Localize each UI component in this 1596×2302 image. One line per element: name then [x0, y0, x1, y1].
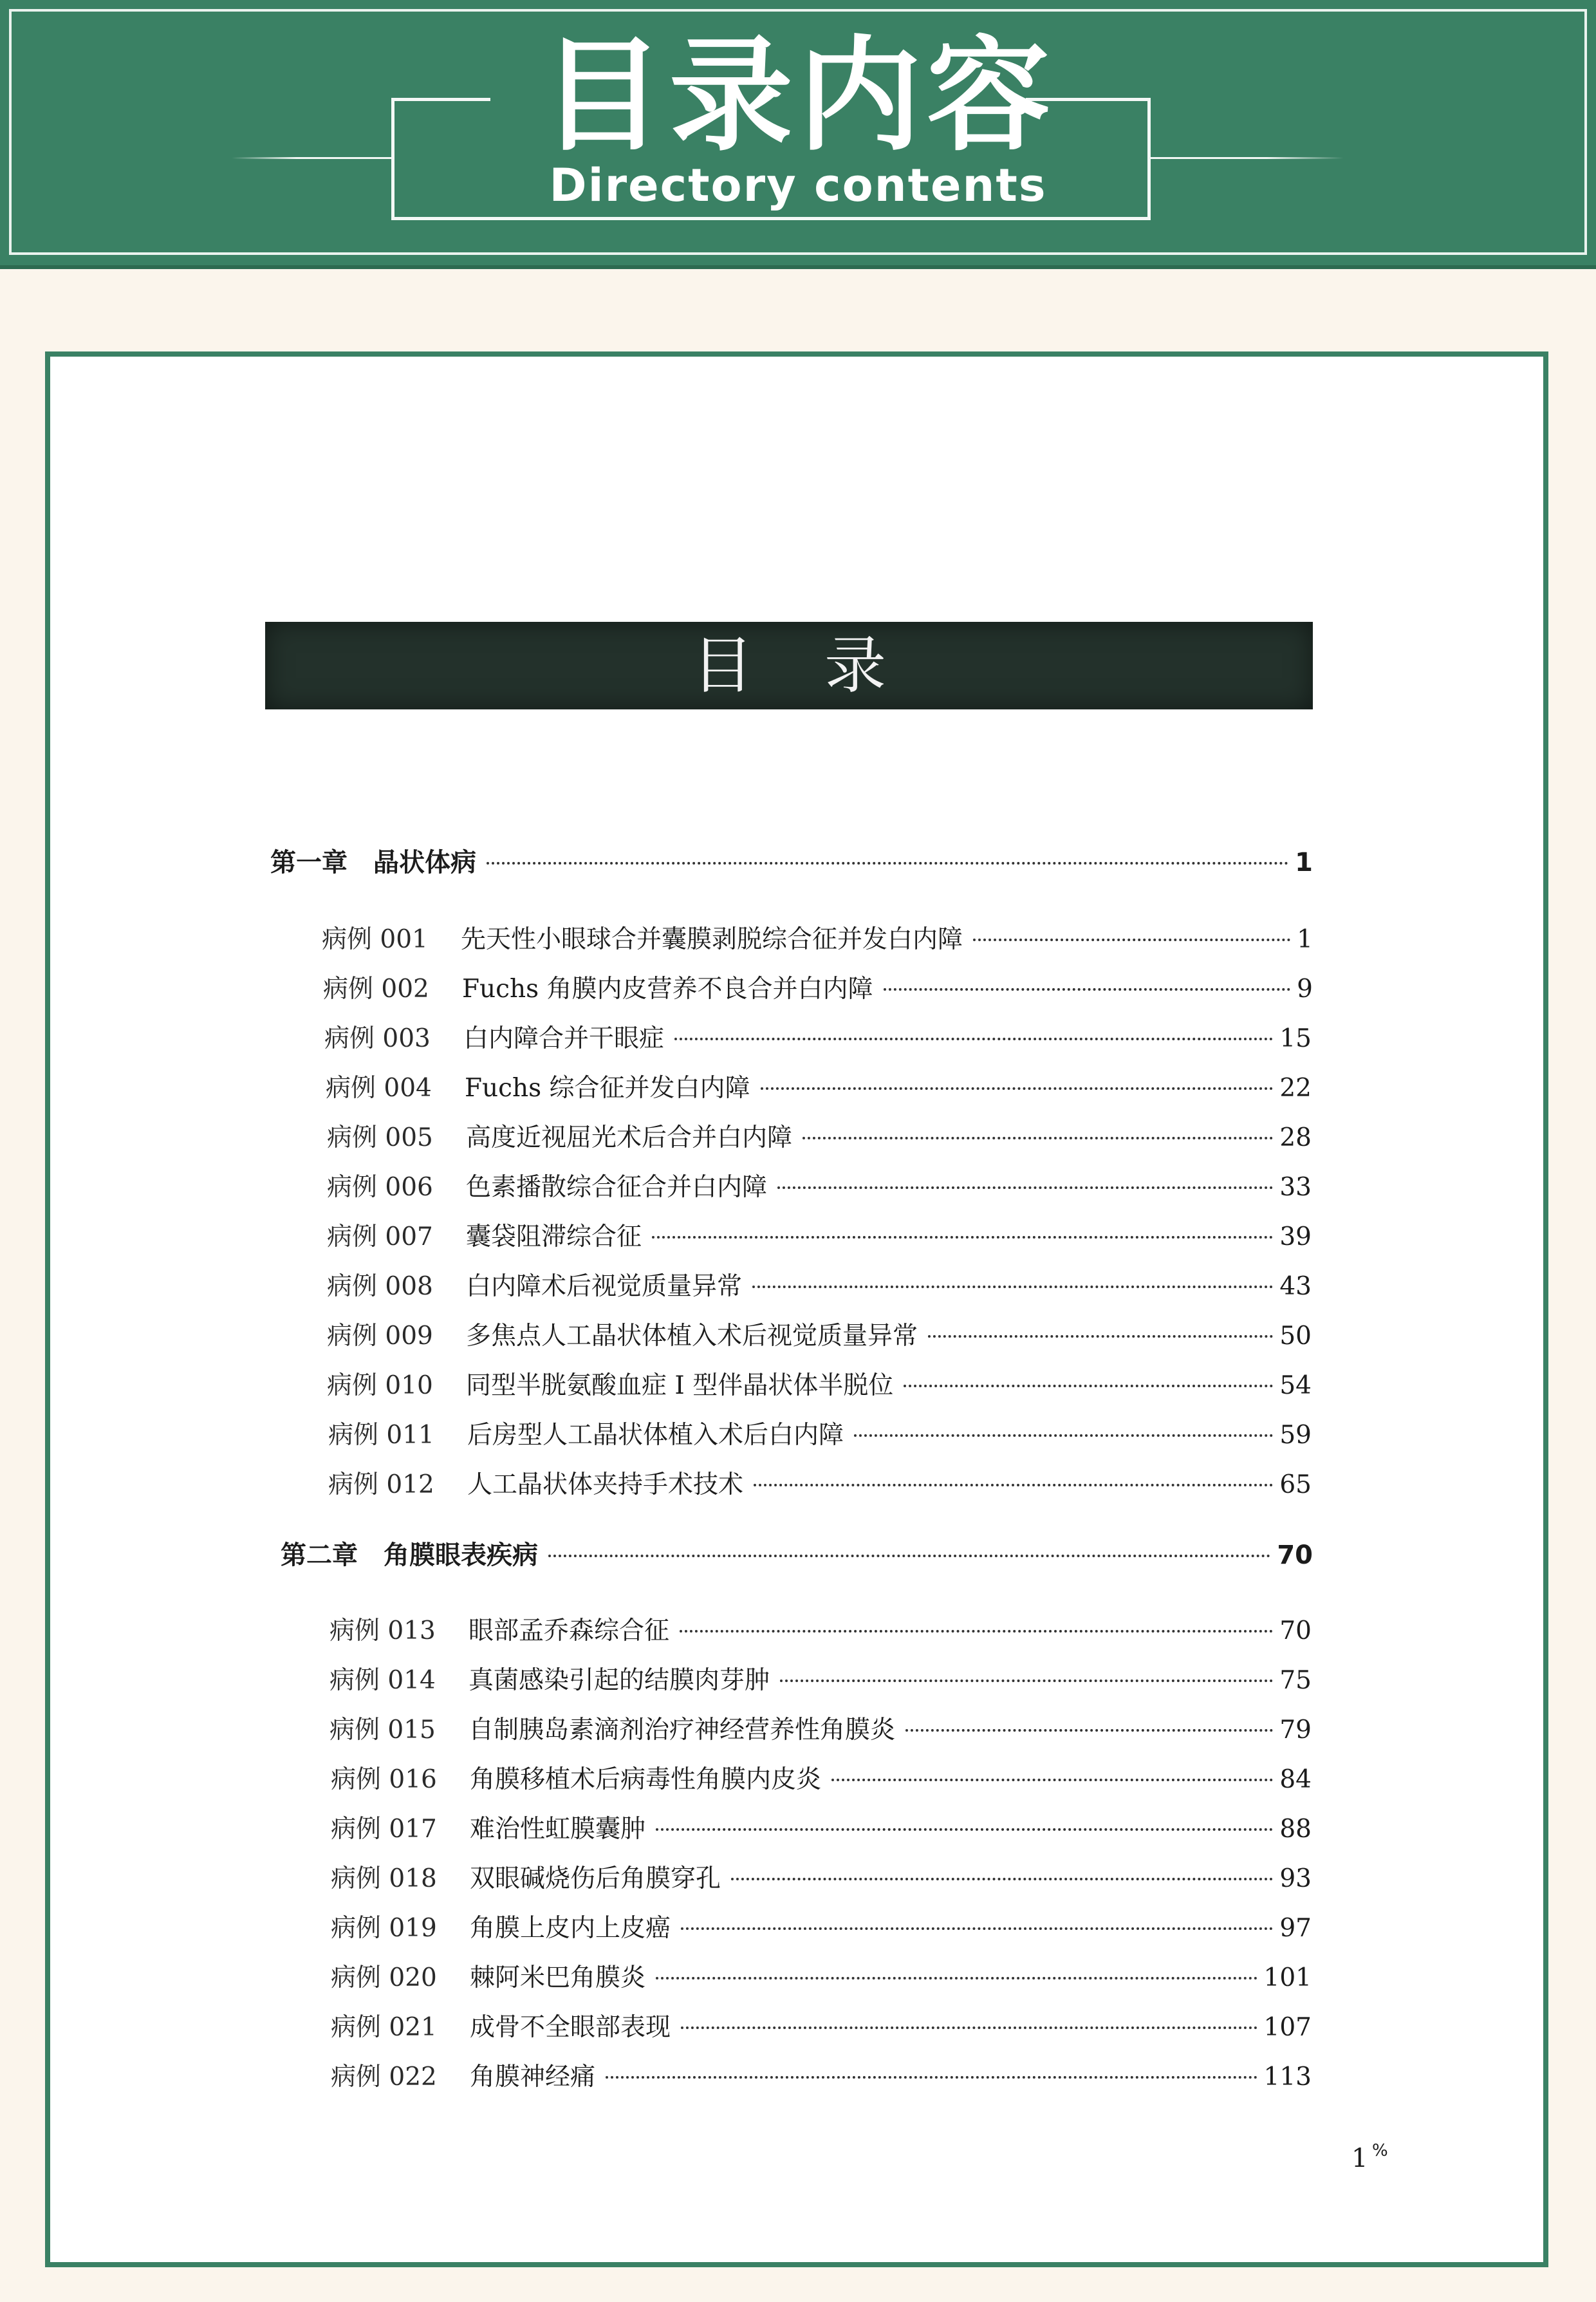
toc-header-title: 目录 — [692, 630, 957, 702]
case-page: 33 — [1279, 1173, 1312, 1202]
case-number: 病例 019 — [331, 1914, 437, 1943]
toc-case-entry[interactable] — [326, 1068, 1312, 1104]
case-page: 70 — [1279, 1616, 1312, 1645]
case-title: 成骨不全眼部表现 — [470, 2013, 671, 2042]
dot-leader — [487, 862, 1288, 865]
dot-leader — [731, 1878, 1273, 1880]
case-title: 人工晶状体夹持手术技术 — [467, 1470, 744, 1499]
header-banner — [0, 0, 1596, 269]
page-mark: % — [1372, 2141, 1388, 2160]
case-number: 病例 015 — [329, 1716, 436, 1745]
case-title: 角膜移植术后病毒性角膜内皮炎 — [470, 1765, 822, 1794]
dot-leader — [680, 1630, 1273, 1633]
toc-case-entry[interactable] — [324, 1018, 1312, 1054]
case-number: 病例 016 — [331, 1765, 437, 1794]
dot-leader — [548, 1555, 1270, 1557]
case-number: 病例 022 — [331, 2063, 437, 2091]
dot-leader — [803, 1137, 1273, 1139]
chapter-title: 角膜眼表疾病 — [384, 1540, 538, 1570]
case-number: 病例 004 — [326, 1074, 432, 1103]
case-page: 28 — [1279, 1123, 1312, 1152]
case-page: 39 — [1279, 1222, 1312, 1251]
case-number: 病例 001 — [322, 925, 428, 954]
dot-leader — [652, 1236, 1273, 1239]
case-title: 角膜上皮内上皮癌 — [470, 1914, 671, 1943]
dot-leader — [831, 1779, 1273, 1781]
case-title: 同型半胱氨酸血症 I 型伴晶状体半脱位 — [466, 1371, 894, 1400]
dot-leader — [761, 1087, 1274, 1090]
dot-leader — [681, 2026, 1257, 2029]
case-number: 病例 017 — [331, 1815, 437, 1844]
banner-title: 目录内容 — [541, 24, 1055, 168]
case-page: 84 — [1279, 1765, 1312, 1794]
banner-subtitle: Directory contents — [549, 159, 1047, 212]
case-number: 病例 008 — [327, 1272, 433, 1301]
case-title: 后房型人工晶状体植入术后白内障 — [467, 1421, 844, 1450]
dot-leader — [606, 2076, 1257, 2079]
toc-case-entry[interactable] — [329, 1710, 1312, 1746]
toc-case-entry[interactable] — [331, 1958, 1312, 1994]
case-number: 病例 002 — [323, 975, 429, 1004]
case-title: 高度近视屈光术后合并白内障 — [466, 1123, 793, 1152]
chapter-number: 第一章 — [270, 848, 348, 877]
dot-leader — [973, 939, 1290, 941]
case-number: 病例 018 — [331, 1864, 437, 1893]
toc-case-entry[interactable] — [327, 1118, 1312, 1154]
dot-leader — [854, 1434, 1273, 1437]
case-page: 107 — [1263, 2013, 1312, 2042]
dot-leader — [674, 1038, 1273, 1040]
toc-case-entry[interactable] — [331, 1809, 1312, 1845]
toc-case-entry[interactable] — [322, 919, 1313, 955]
case-title: 真菌感染引起的结膜肉芽肿 — [469, 1666, 770, 1695]
case-page: 75 — [1279, 1666, 1312, 1695]
case-number: 病例 007 — [327, 1222, 433, 1251]
dot-leader — [904, 1385, 1273, 1387]
toc-case-entry[interactable] — [331, 1759, 1312, 1795]
case-page: 101 — [1263, 1963, 1312, 1992]
case-number: 病例 021 — [331, 2013, 437, 2042]
case-number: 病例 009 — [327, 1322, 433, 1351]
case-page: 65 — [1279, 1470, 1312, 1499]
case-page: 93 — [1279, 1864, 1312, 1893]
case-page: 97 — [1279, 1914, 1312, 1943]
case-number: 病例 020 — [331, 1963, 437, 1992]
case-title: 难治性虹膜囊肿 — [470, 1815, 646, 1844]
dot-leader — [905, 1729, 1273, 1732]
case-page: 88 — [1279, 1815, 1312, 1844]
case-page: 9 — [1297, 975, 1313, 1004]
case-title: 白内障术后视觉质量异常 — [466, 1272, 743, 1301]
dot-leader — [656, 1977, 1257, 1979]
case-number: 病例 006 — [327, 1173, 433, 1202]
case-title: 棘阿米巴角膜炎 — [470, 1963, 646, 1992]
toc-case-entry[interactable] — [329, 1660, 1312, 1696]
dot-leader — [928, 1335, 1273, 1338]
case-number: 病例 011 — [328, 1421, 434, 1450]
case-title: Fuchs 综合征并发白内障 — [465, 1074, 750, 1103]
toc-case-entry[interactable] — [327, 1217, 1312, 1253]
case-number: 病例 013 — [329, 1616, 436, 1645]
dot-leader — [754, 1484, 1273, 1486]
case-title: 多焦点人工晶状体植入术后视觉质量异常 — [466, 1322, 918, 1351]
case-title: 自制胰岛素滴剂治疗神经营养性角膜炎 — [469, 1716, 896, 1745]
chapter-page: 70 — [1277, 1540, 1313, 1570]
toc-case-entry[interactable] — [328, 1464, 1312, 1501]
toc-case-entry[interactable] — [331, 2057, 1312, 2093]
chapter-entry[interactable] — [281, 1535, 1313, 1571]
toc-case-entry[interactable] — [331, 1908, 1312, 1944]
chapter-entry[interactable] — [270, 842, 1313, 879]
toc-case-entry[interactable] — [327, 1266, 1312, 1302]
case-page: 50 — [1279, 1322, 1312, 1351]
toc-case-entry[interactable] — [327, 1167, 1312, 1203]
case-title: 先天性小眼球合并囊膜剥脱综合征并发白内障 — [461, 925, 963, 954]
case-page: 15 — [1279, 1024, 1312, 1053]
dot-leader — [780, 1680, 1273, 1682]
dot-leader — [884, 988, 1291, 991]
case-page: 54 — [1279, 1371, 1312, 1400]
chapter-page: 1 — [1295, 848, 1313, 877]
case-page: 43 — [1279, 1272, 1312, 1301]
case-title: Fuchs 角膜内皮营养不良合并白内障 — [462, 975, 873, 1004]
case-number: 病例 003 — [324, 1024, 431, 1053]
dot-leader — [777, 1186, 1273, 1189]
dot-leader — [681, 1927, 1273, 1930]
case-number: 病例 005 — [327, 1123, 433, 1152]
chapter-title: 晶状体病 — [373, 848, 476, 877]
dot-leader — [656, 1828, 1273, 1831]
toc-header-bar — [265, 622, 1313, 709]
toc-case-entry[interactable] — [331, 1858, 1312, 1895]
case-title: 色素播散综合征合并白内障 — [466, 1173, 768, 1202]
case-page: 1 — [1297, 925, 1313, 954]
case-page: 79 — [1279, 1716, 1312, 1745]
toc-case-entry[interactable] — [329, 1611, 1312, 1647]
case-title: 双眼碱烧伤后角膜穿孔 — [470, 1864, 721, 1893]
page-number: 1 — [1351, 2144, 1368, 2173]
case-title: 囊袋阻滞综合征 — [466, 1222, 642, 1251]
chapter-number: 第二章 — [281, 1540, 358, 1570]
toc-case-entry[interactable] — [327, 1365, 1312, 1401]
case-number: 病例 012 — [328, 1470, 434, 1499]
toc-case-entry[interactable] — [331, 2007, 1312, 2043]
dot-leader — [752, 1286, 1273, 1288]
case-title: 眼部孟乔森综合征 — [469, 1616, 670, 1645]
case-title: 角膜神经痛 — [470, 2063, 596, 2091]
case-title: 白内障合并干眼症 — [463, 1024, 665, 1053]
case-page: 22 — [1279, 1074, 1312, 1103]
case-page: 59 — [1279, 1421, 1312, 1450]
case-page: 113 — [1263, 2063, 1312, 2091]
case-number: 病例 010 — [327, 1371, 433, 1400]
case-number: 病例 014 — [329, 1666, 436, 1695]
toc-case-entry[interactable] — [327, 1316, 1312, 1352]
toc-case-entry[interactable] — [323, 969, 1313, 1005]
toc-case-entry[interactable] — [328, 1415, 1312, 1451]
